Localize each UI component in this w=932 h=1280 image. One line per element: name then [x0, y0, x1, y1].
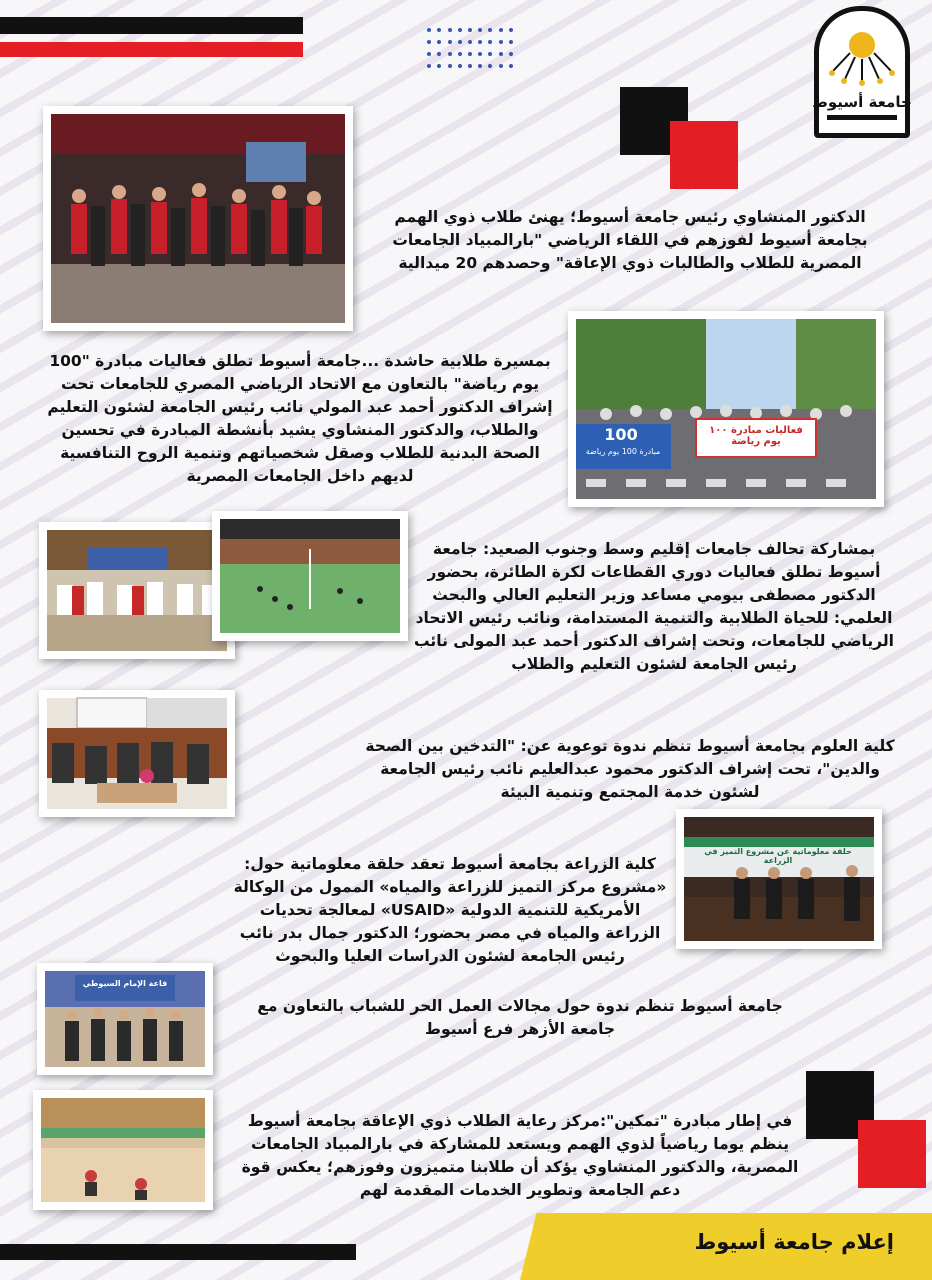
decorative-dot	[448, 28, 452, 32]
news-text-1: الدكتور المنشاوي رئيس جامعة أسيوط؛ يهنئ طلاب ذوي الهمم بجامعة أسيوط لفوزهم في اللقاء الرياضي "بارالمبياد الجامعات المصرية للطلاب والطالبات ذوي الإعاقة" وحصدهم 20 ميدالية	[392, 208, 868, 272]
decorative-dot	[427, 28, 431, 32]
news-text-7: في إطار مبادرة "تمكين":مركز رعاية الطلاب ذوي الإعاقة بجامعة أسيوط ينظم يوما رياضياً لذوي الهمم ويستعد للمشاركة في بارالمبياد الجامعات المصرية، والدكتور المنشاوي يؤكد أن طلابنا متميزون وفوزهم؛ يعكس قوة دعم الجامعة وتطوير الخدمات المقدمة لهم	[241, 1112, 799, 1199]
news-text-3: بمشاركة تحالف جامعات إقليم وسط وجنوب الصعيد: جامعة أسيوط تطلق فعاليات دوري القطاعات لكرة الطائرة، بحضور الدكتور مصطفى بيومي مساعد وزير التعليم العالي والبحث العلمي: للحياة الطلابية والتنمية المستدامة، ونائب رئيس الاتحاد الرياضي للجامعات، وتحت إشراف الدكتور أحمد عبد المولى نائب رئيس الجامعة لشئون التعليم والطلاب	[414, 540, 894, 673]
news-photo-4[interactable]	[39, 690, 235, 817]
news-photo-7[interactable]	[33, 1090, 213, 1210]
decorative-dot	[458, 64, 462, 68]
news-text-6: جامعة أسيوط تنظم ندوة حول مجالات العمل الحر للشباب بالتعاون مع جامعة الأزهر فرع أسيوط	[257, 997, 783, 1038]
news-photo-5[interactable]	[676, 809, 882, 949]
decorative-dot	[458, 40, 462, 44]
decorative-dot	[509, 52, 513, 56]
footer-stripe-black	[0, 1244, 356, 1260]
decorative-dot	[488, 64, 492, 68]
decorative-dot	[499, 28, 503, 32]
decorative-dots	[424, 24, 516, 72]
decorative-dot	[478, 28, 482, 32]
decorative-dot	[509, 28, 513, 32]
photo-sign-text: مبادرة 100 يوم رياضة	[585, 447, 661, 456]
top-stripe-black	[0, 17, 303, 34]
news-photo-3a[interactable]	[39, 522, 235, 659]
decorative-dot	[509, 40, 513, 44]
news-text-2: بمسيرة طلابية حاشدة ...جامعة أسيوط تطلق فعاليات مبادرة "100 يوم رياضة" بالتعاون مع الاتحاد الرياضي المصري للجامعات تحت إشراف الدكتور أحمد عبد المولي نائب رئيس الجامعة لشئون التعليم والطلاب، والدكتور المنشاوي يشيد بأنشطة المبادرة في تحسين الصحة البدنية للطلاب وصقل شخصياتهم وتنمية الروح التنافسية لديهم داخل الجامعات المصرية	[47, 352, 553, 485]
decorative-dot	[468, 40, 472, 44]
decorative-dot	[488, 40, 492, 44]
decorative-dot	[427, 40, 431, 44]
decorative-dot	[468, 28, 472, 32]
photo-banner-text: فعاليات مبادرة ١٠٠ يوم رياضة	[709, 425, 803, 447]
decorative-dot	[448, 52, 452, 56]
photo-sign-number: 100	[604, 425, 638, 444]
decor-square-red-bottom	[858, 1120, 926, 1188]
top-stripe-red	[0, 42, 303, 57]
news-photo-3b[interactable]	[212, 511, 408, 641]
decorative-dot	[499, 52, 503, 56]
decorative-dot	[458, 52, 462, 56]
decorative-dot	[478, 64, 482, 68]
news-text-5: كلية الزراعة بجامعة أسيوط تعقد حلقة معلوماتية حول: «مشروع مركز التميز للزراعة والمياه» الممول من الوكالة الأمريكية للتنمية الدولية «USAID» لمعالجة تحديات الزراعة والمياه في مصر بحضور؛ الدكتور جمال بدر نائب رئيس الجامعة لشئون الدراسات العليا والبحوث	[233, 855, 667, 965]
photo-banner-text-2: حلقة معلوماتية عن مشروع التميز في الزراعة	[704, 847, 852, 865]
decorative-dot	[427, 64, 431, 68]
news-photo-2[interactable]	[568, 311, 884, 507]
decorative-dot	[448, 40, 452, 44]
decorative-dot	[468, 64, 472, 68]
decorative-dot	[437, 64, 441, 68]
decorative-dot	[458, 28, 462, 32]
decorative-dot	[488, 52, 492, 56]
decorative-dot	[468, 52, 472, 56]
svg-text:جامعة أسيوط: جامعة أسيوط	[812, 93, 912, 111]
decorative-dot	[437, 28, 441, 32]
news-text-4: كلية العلوم بجامعة أسيوط تنظم ندوة توعوية عن: "التدخين بين الصحة والدين"، تحت إشراف الدكتور محمود عبدالعليم نائب رئيس الجامعة لشئون خدمة المجتمع وتنمية البيئة	[365, 737, 895, 801]
decorative-dot	[509, 64, 513, 68]
news-photo-6[interactable]	[37, 963, 213, 1075]
university-logo	[814, 6, 910, 138]
footer-text: إعلام جامعة أسيوط	[694, 1230, 894, 1254]
decorative-dot	[437, 52, 441, 56]
photo-banner-text-3: قاعة الإمام السيوطي	[82, 979, 168, 988]
decorative-dot	[499, 64, 503, 68]
decor-square-red	[670, 121, 738, 189]
sun-emblem-icon	[812, 11, 912, 133]
decorative-dot	[499, 40, 503, 44]
decorative-dot	[488, 28, 492, 32]
decorative-dot	[478, 40, 482, 44]
decorative-dot	[448, 64, 452, 68]
decorative-dot	[437, 40, 441, 44]
news-photo-1[interactable]	[43, 106, 353, 331]
decorative-dot	[427, 52, 431, 56]
decorative-dot	[478, 52, 482, 56]
